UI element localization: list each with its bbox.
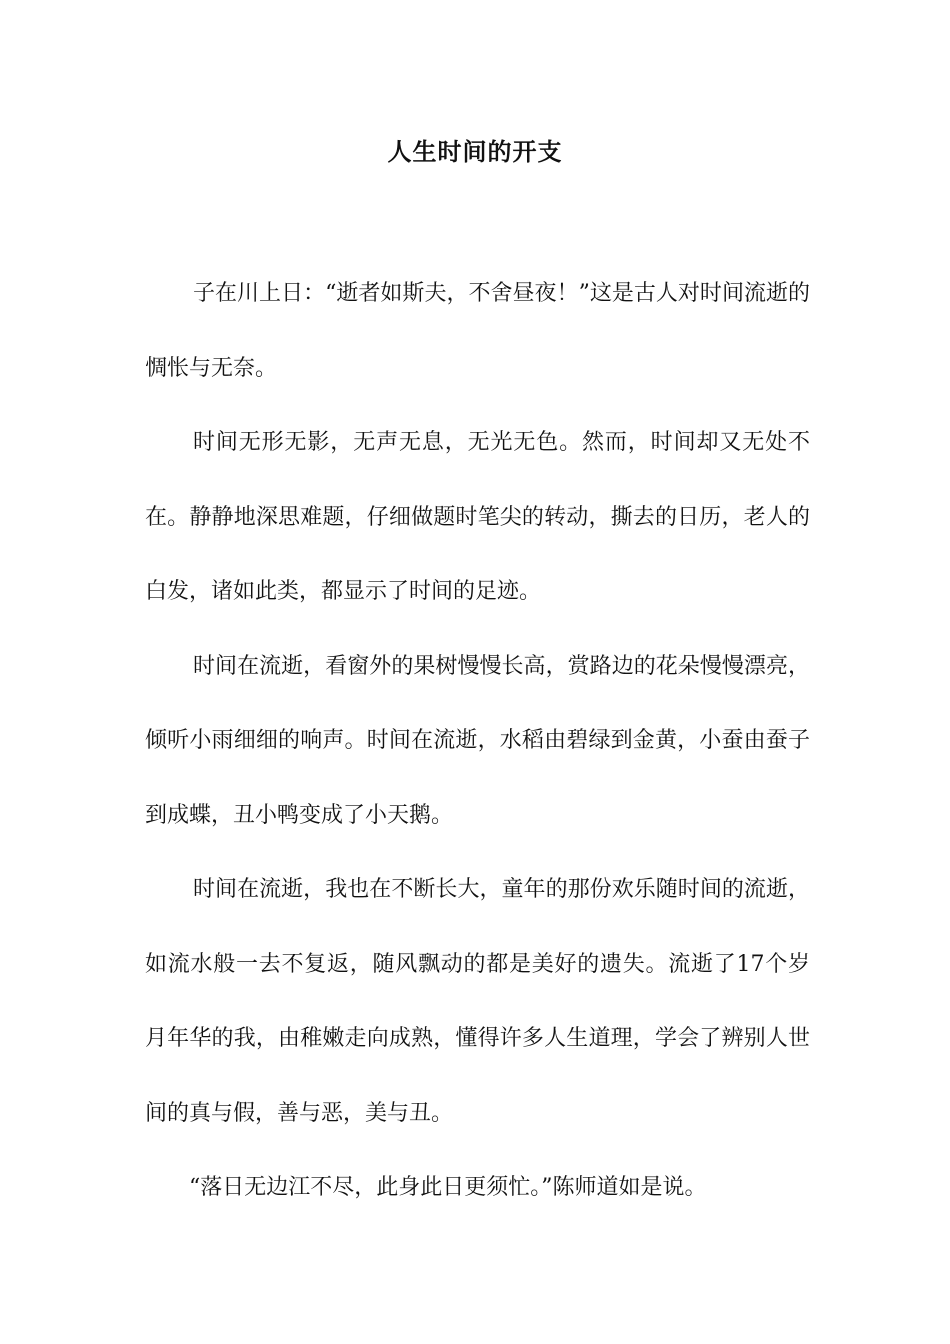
document-title: 人生时间的开支 [387,138,563,166]
paragraph-1: 子在川上日：“逝者如斯夫，不舍昼夜！”这是古人对时间流逝的惆怅与无奈。 [145,281,810,381]
paragraph-4: 时间在流逝，我也在不断长大，童年的那份欢乐随时间的流逝，如流水般一去不复返，随风飘动的都是美好的遗失。流逝了17个岁月年华的我，由稚嫩走向成熟，懂得许多人生道理，学会了辨别人世间的真与假，善与恶，美与丑。 [145,877,810,1126]
document-body [145,257,810,1226]
paragraph-5: “落日无边江不尽，此身此日更须忙。”陈师道如是说。 [189,1175,707,1200]
paragraph-2: 时间无形无影，无声无息，无光无色。然而，时间却又无处不在。静静地深思难题，仔细做题时笔尖的转动，撕去的日历，老人的白发，诸如此类，都显示了时间的足迹。 [145,430,810,604]
paragraph-3: 时间在流逝，看窗外的果树慢慢长高，赏路边的花朵慢慢漂亮，倾听小雨细细的响声。时间在流逝，水稻由碧绿到金黄，小蚕由蚕子到成蝶，丑小鸭变成了小天鹅。 [145,653,810,828]
